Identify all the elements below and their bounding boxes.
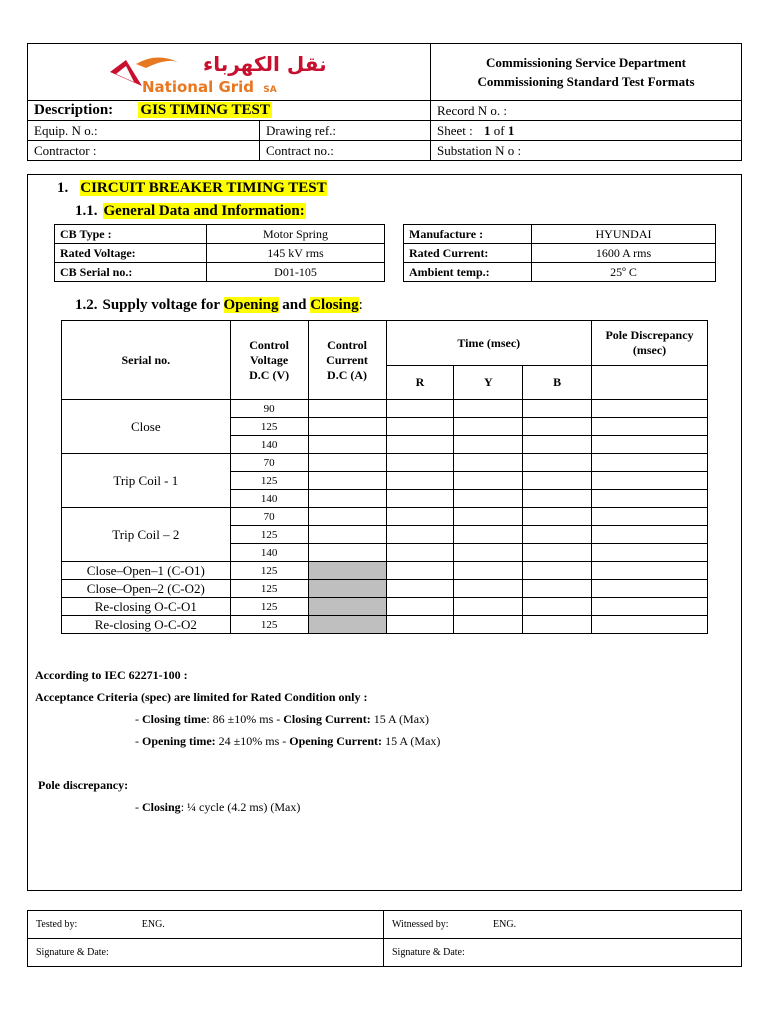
trip1-voltage-2: 125 <box>230 472 308 490</box>
manufacture-value[interactable]: HYUNDAI <box>532 225 716 244</box>
trip1-pole-2[interactable] <box>592 472 708 490</box>
logo-company-text: National Grid <box>142 78 255 96</box>
department-line2: Commissioning Standard Test Formats <box>477 74 695 89</box>
section-1-2-colon: : <box>358 297 363 313</box>
section-1-number: 1. <box>57 180 69 196</box>
oco1-b[interactable] <box>523 598 592 616</box>
opening-current-dash: - <box>282 734 287 748</box>
trip2-b-2[interactable] <box>523 526 592 544</box>
col-voltage-header: Control Voltage D.C (V) <box>230 321 308 400</box>
sheet-of: of <box>493 122 505 138</box>
row-trip1-label: Trip Coil - 1 <box>62 454 231 508</box>
co1-pole[interactable] <box>592 562 708 580</box>
oco2-b[interactable] <box>523 616 592 634</box>
close-current-3[interactable] <box>308 436 386 454</box>
close-y-1[interactable] <box>454 400 523 418</box>
witnessed-by-cell[interactable] <box>384 911 742 939</box>
trip2-b-1[interactable] <box>523 508 592 526</box>
rated-current-value[interactable]: 1600 A rms <box>532 244 716 263</box>
phase-y-header: Y <box>454 366 523 400</box>
co2-b[interactable] <box>523 580 592 598</box>
co1-current-disabled <box>308 562 386 580</box>
tested-by-cell[interactable] <box>28 911 384 939</box>
opening-current-label: Opening Current: <box>289 734 383 748</box>
close-b-3[interactable] <box>523 436 592 454</box>
trip1-current-2[interactable] <box>308 472 386 490</box>
description-cell <box>28 101 431 121</box>
col-current-header: Control Current D.C (A) <box>308 321 386 400</box>
row-co2-label: Close–Open–2 (C-O2) <box>62 580 231 598</box>
col-time-header: Time (msec) <box>386 321 592 366</box>
close-y-3[interactable] <box>454 436 523 454</box>
close-r-2[interactable] <box>386 418 454 436</box>
oco2-y[interactable] <box>454 616 523 634</box>
close-pole-3[interactable] <box>592 436 708 454</box>
trip1-current-3[interactable] <box>308 490 386 508</box>
section-1-2-pre: Supply voltage for <box>102 297 220 313</box>
close-r-3[interactable] <box>386 436 454 454</box>
trip1-y-3[interactable] <box>454 490 523 508</box>
close-current-2[interactable] <box>308 418 386 436</box>
department-line1: Commissioning Service Department <box>485 55 687 70</box>
cb-serial-label: CB Serial no.: <box>55 263 207 282</box>
pole-closing-label: Closing <box>142 800 181 814</box>
closing-spec-line <box>135 712 429 727</box>
rated-voltage-label: Rated Voltage: <box>55 244 207 263</box>
pole-dash: - <box>135 800 139 814</box>
trip1-y-1[interactable] <box>454 454 523 472</box>
row-oco1-label: Re-closing O-C-O1 <box>62 598 231 616</box>
tested-by-label: Tested by: <box>36 919 78 930</box>
acceptance-note: Acceptance Criteria (spec) are limited for Rated Condition only : <box>35 690 368 704</box>
trip1-current-1[interactable] <box>308 454 386 472</box>
signature-footer <box>27 910 742 967</box>
co2-r[interactable] <box>386 580 454 598</box>
department-title <box>431 44 742 101</box>
trip1-pole-3[interactable] <box>592 490 708 508</box>
rated-voltage-value[interactable]: 145 kV rms <box>207 244 385 263</box>
trip1-r-3[interactable] <box>386 490 454 508</box>
logo-arabic-text: نقل الكهرباء <box>203 52 327 76</box>
ambient-temp-label: Ambient temp.: <box>404 263 532 282</box>
closing-current-value: 15 A (Max) <box>373 712 430 726</box>
closing-dash: - <box>135 712 139 726</box>
rated-current-label: Rated Current: <box>404 244 532 263</box>
close-pole-2[interactable] <box>592 418 708 436</box>
col-serial-header: Serial no. <box>62 321 231 400</box>
section-1-2-number: 1.2. <box>75 297 98 313</box>
substation-no-field[interactable]: Substation N o : <box>431 141 742 161</box>
co1-r[interactable] <box>386 562 454 580</box>
trip2-current-2[interactable] <box>308 526 386 544</box>
contractor-field[interactable]: Contractor : <box>28 141 260 161</box>
trip2-pole-1[interactable] <box>592 508 708 526</box>
pole-discrepancy-title: Pole discrepancy: <box>38 778 129 792</box>
tested-by-eng: ENG. <box>141 919 165 930</box>
trip1-b-3[interactable] <box>523 490 592 508</box>
manufacture-label: Manufacture : <box>404 225 532 244</box>
close-y-2[interactable] <box>454 418 523 436</box>
trip2-r-2[interactable] <box>386 526 454 544</box>
row-oco2-label: Re-closing O-C-O2 <box>62 616 231 634</box>
trip1-r-2[interactable] <box>386 472 454 490</box>
document-header <box>27 43 742 161</box>
co2-voltage: 125 <box>230 580 308 598</box>
iec-note: According to IEC 62271-100 : <box>35 668 188 682</box>
col-pole-header: Pole Discrepancy (msec) <box>592 321 708 366</box>
trip2-voltage-2: 125 <box>230 526 308 544</box>
closing-current-label: Closing Current: <box>283 712 371 726</box>
trip2-r-1[interactable] <box>386 508 454 526</box>
sheet-value: 1 <box>484 122 491 138</box>
opening-current-value: 15 A (Max) <box>385 734 441 748</box>
co2-current-disabled <box>308 580 386 598</box>
trip1-y-2[interactable] <box>454 472 523 490</box>
tested-signature-field[interactable]: Signature & Date: <box>28 939 384 967</box>
oco2-voltage: 125 <box>230 616 308 634</box>
closing-time-value: : 86 ±10% ms <box>206 712 274 726</box>
close-b-2[interactable] <box>523 418 592 436</box>
cb-type-label: CB Type : <box>55 225 207 244</box>
trip2-current-1[interactable] <box>308 508 386 526</box>
opening-spec-line <box>135 734 440 749</box>
witnessed-by-label: Witnessed by: <box>392 919 449 930</box>
opening-dash: - <box>135 734 139 748</box>
phase-r-header: R <box>386 366 454 400</box>
co1-voltage: 125 <box>230 562 308 580</box>
section-1-2-opening: Opening <box>223 297 279 313</box>
trip1-r-1[interactable] <box>386 454 454 472</box>
co1-y[interactable] <box>454 562 523 580</box>
cb-serial-value[interactable]: D01-105 <box>207 263 385 282</box>
general-info-left-table <box>54 224 385 282</box>
closing-time-label: Closing time <box>142 712 207 726</box>
trip2-b-3[interactable] <box>523 544 592 562</box>
ambient-temp-value[interactable]: 25º C <box>532 263 716 282</box>
trip1-pole-1[interactable] <box>592 454 708 472</box>
description-value: GIS TIMING TEST <box>140 102 270 118</box>
logo-cell <box>28 44 431 101</box>
drawing-ref-field[interactable]: Drawing ref.: <box>260 121 431 141</box>
close-b-1[interactable] <box>523 400 592 418</box>
pole-subheader-blank <box>592 366 708 400</box>
sheet-total: 1 <box>507 122 515 138</box>
section-1-1-number: 1.1. <box>75 203 98 219</box>
trip2-voltage-1: 70 <box>230 508 308 526</box>
section-1-heading <box>57 180 327 197</box>
oco1-r[interactable] <box>386 598 454 616</box>
timing-test-table <box>61 320 708 634</box>
oco1-current-disabled <box>308 598 386 616</box>
row-trip2-label: Trip Coil – 2 <box>62 508 231 562</box>
trip2-voltage-3: 140 <box>230 544 308 562</box>
co1-b[interactable] <box>523 562 592 580</box>
witnessed-signature-field[interactable]: Signature & Date: <box>384 939 742 967</box>
record-no-field[interactable]: Record N o. : <box>431 101 742 121</box>
trip1-voltage-3: 140 <box>230 490 308 508</box>
close-current-1[interactable] <box>308 400 386 418</box>
trip1-b-1[interactable] <box>523 454 592 472</box>
section-1-title: CIRCUIT BREAKER TIMING TEST <box>80 180 327 196</box>
co2-pole[interactable] <box>592 580 708 598</box>
description-label: Description: <box>34 102 114 118</box>
row-close-label: Close <box>62 400 231 454</box>
row-co1-label: Close–Open–1 (C-O1) <box>62 562 231 580</box>
oco2-pole[interactable] <box>592 616 708 634</box>
oco2-current-disabled <box>308 616 386 634</box>
trip2-y-3[interactable] <box>454 544 523 562</box>
logo-english <box>142 78 277 96</box>
trip2-pole-2[interactable] <box>592 526 708 544</box>
section-1-2-heading <box>75 297 363 314</box>
opening-time-value: 24 ±10% ms <box>218 734 280 748</box>
trip2-r-3[interactable] <box>386 544 454 562</box>
trip2-y-1[interactable] <box>454 508 523 526</box>
opening-time-label: Opening time: <box>142 734 216 748</box>
section-1-1-title: General Data and Information: <box>103 203 305 219</box>
logo-suffix-text: SA <box>263 85 277 95</box>
oco1-y[interactable] <box>454 598 523 616</box>
pole-closing-value: : ¼ cycle (4.2 ms) (Max) <box>180 800 301 814</box>
oco2-r[interactable] <box>386 616 454 634</box>
section-1-2-closing: Closing <box>310 297 359 313</box>
phase-b-header: B <box>523 366 592 400</box>
pole-closing-line <box>135 800 300 815</box>
close-voltage-2: 125 <box>230 418 308 436</box>
section-1-2-and: and <box>282 297 307 313</box>
closing-current-dash: - <box>276 712 281 726</box>
sheet-cell <box>431 121 742 141</box>
close-pole-1[interactable] <box>592 400 708 418</box>
oco1-pole[interactable] <box>592 598 708 616</box>
sheet-label: Sheet : <box>437 122 473 138</box>
equip-no-field[interactable]: Equip. N o.: <box>28 121 260 141</box>
close-voltage-1: 90 <box>230 400 308 418</box>
cb-type-value[interactable]: Motor Spring <box>207 225 385 244</box>
trip2-current-3[interactable] <box>308 544 386 562</box>
oco1-voltage: 125 <box>230 598 308 616</box>
contract-no-field[interactable]: Contract no.: <box>260 141 431 161</box>
trip2-pole-3[interactable] <box>592 544 708 562</box>
section-1-1-heading <box>75 203 306 220</box>
co2-y[interactable] <box>454 580 523 598</box>
general-info-right-table <box>403 224 716 282</box>
witnessed-by-eng: ENG. <box>493 919 517 930</box>
trip2-y-2[interactable] <box>454 526 523 544</box>
trip1-voltage-1: 70 <box>230 454 308 472</box>
close-r-1[interactable] <box>386 400 454 418</box>
close-voltage-3: 140 <box>230 436 308 454</box>
trip1-b-2[interactable] <box>523 472 592 490</box>
